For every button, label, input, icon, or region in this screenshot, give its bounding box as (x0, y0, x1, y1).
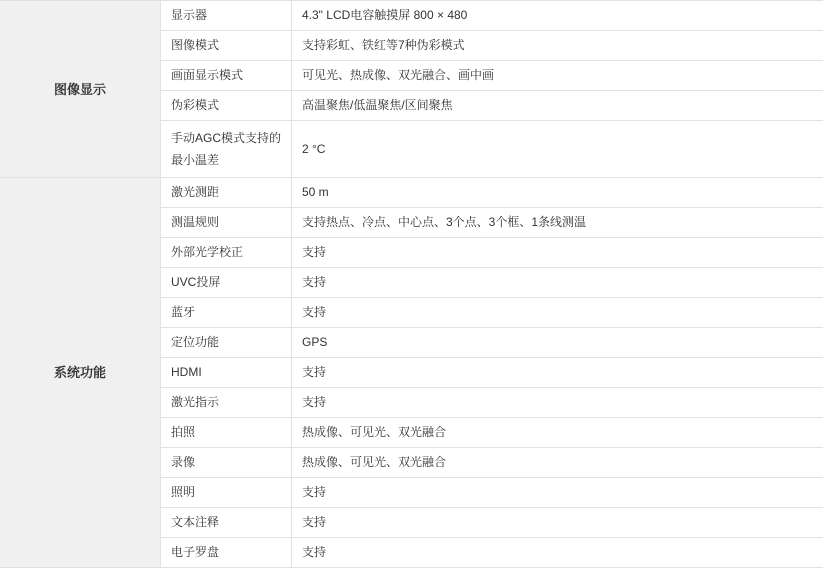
row-value: 支持 (292, 508, 823, 538)
row-value: 支持 (292, 388, 823, 418)
row-value: 热成像、可见光、双光融合 (292, 448, 823, 478)
row-label: 伪彩模式 (161, 91, 292, 121)
row-label: 图像模式 (161, 31, 292, 61)
row-value: 热成像、可见光、双光融合 (292, 418, 823, 448)
row-value: 支持 (292, 298, 823, 328)
row-value: GPS (292, 328, 823, 358)
row-label: 激光测距 (161, 178, 292, 208)
row-value: 4.3" LCD电容触摸屏 800 × 480 (292, 1, 823, 31)
group-label-image-display: 图像显示 (0, 1, 161, 178)
row-label: 照明 (161, 478, 292, 508)
row-label: 测温规则 (161, 208, 292, 238)
row-value: 支持 (292, 358, 823, 388)
row-value: 支持热点、冷点、中心点、3个点、3个框、1条线测温 (292, 208, 823, 238)
row-value: 50 m (292, 178, 823, 208)
row-label: 画面显示模式 (161, 61, 292, 91)
row-value: 支持 (292, 478, 823, 508)
row-label: 电子罗盘 (161, 538, 292, 568)
row-value: 高温聚焦/低温聚焦/区间聚焦 (292, 91, 823, 121)
row-value: 支持彩虹、铁红等7种伪彩模式 (292, 31, 823, 61)
table-row (0, 178, 823, 208)
row-label: 显示器 (161, 1, 292, 31)
row-label: 激光指示 (161, 388, 292, 418)
row-label: 定位功能 (161, 328, 292, 358)
table-row (0, 1, 823, 31)
row-label: 手动AGC模式支持的最小温差 (161, 121, 292, 178)
row-value: 2 °C (292, 121, 823, 178)
row-label: 录像 (161, 448, 292, 478)
row-label: 拍照 (161, 418, 292, 448)
row-label: UVC投屏 (161, 268, 292, 298)
row-label: HDMI (161, 358, 292, 388)
row-label: 文本注释 (161, 508, 292, 538)
row-value: 支持 (292, 238, 823, 268)
row-label: 外部光学校正 (161, 238, 292, 268)
table-body (0, 1, 823, 568)
row-value: 可见光、热成像、双光融合、画中画 (292, 61, 823, 91)
row-value: 支持 (292, 538, 823, 568)
row-label: 蓝牙 (161, 298, 292, 328)
row-value: 支持 (292, 268, 823, 298)
group-label-system-functions: 系统功能 (0, 178, 161, 568)
